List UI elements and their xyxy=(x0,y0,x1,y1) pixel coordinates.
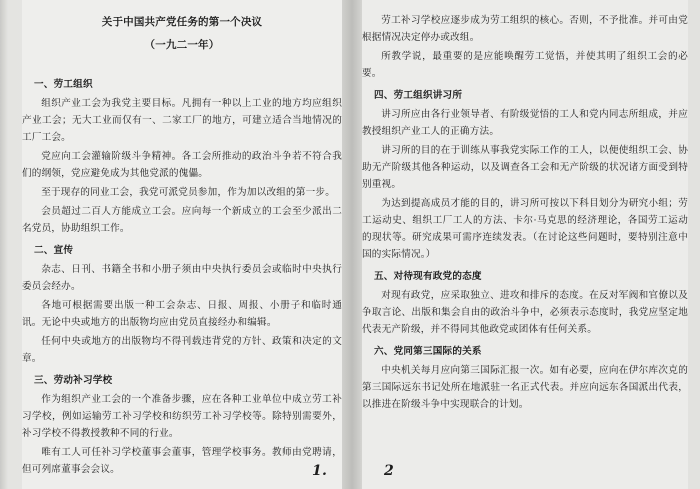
right-page xyxy=(362,0,688,489)
section-heading-labor-organization: 一、劳工组织 xyxy=(34,79,93,90)
paragraph: 至于现存的同业工会，我党可派党员参加，作为加以改组的第一步。 xyxy=(41,187,335,198)
document-title: 关于中国共产党任务的第一个决议 xyxy=(101,16,263,28)
book-gutter xyxy=(342,0,362,489)
paragraph: 讲习所的目的在于训练从事我党实际工作的工人，以便使组织工会、协助无产阶级其他各种运动，以及调查各工会和无产阶级的状况诸方面受到特别重视。 xyxy=(362,145,688,190)
document-date: （一九二一年） xyxy=(144,39,220,51)
paragraph: 为达到提高成员才能的目的，讲习所可按以下科目划分为研究小组；劳工运动史、组织工厂工人的方法、卡尔·马克思的经济理论，各国劳工运动的现状等。研究成果可需序连续发表。（在讨论这些问题时，要特别注意中国的实际情况。） xyxy=(362,198,688,260)
paragraph: 组织产业工会为我党主要目标。凡拥有一种以上工业的地方均应组织产业工会；无大工业而仅有一、二家工厂的地方，可建立适合当地情况的工厂工会。 xyxy=(22,98,342,143)
paragraph: 劳工补习学校应逐步成为劳工组织的核心。否则，不予批准。并可由党根据情况决定停办或改组。 xyxy=(362,15,688,43)
paragraph: 党应向工会灌输阶级斗争精神。各工会所推动的政治斗争若不符合我们的纲领，党应避免成为其他党派的傀儡。 xyxy=(22,151,342,179)
section-heading-other-parties: 五、对待现有政党的态度 xyxy=(374,271,482,282)
section-heading-training-institute: 四、劳工组织讲习所 xyxy=(374,90,463,101)
paragraph: 各地可根据需要出版一种工会杂志、日报、周报、小册子和临时通讯。无论中央或地方的出版物均应由党员直接经办和编辑。 xyxy=(22,300,342,328)
paragraph: 杂志、日刊、书籍全书和小册子须由中央执行委员会或临时中央执行委员会经办。 xyxy=(22,264,342,292)
section-heading-labor-schools: 三、劳动补习学校 xyxy=(34,375,113,386)
paragraph: 对现有政党，应采取独立、进攻和排斥的态度。在反对军阀和官僚以及争取言论、出版和集会自由的政治斗争中，必须表示态度时，我党应坚定地代表无产阶级，并不得同其他政党或团体有任何关系。 xyxy=(362,290,688,335)
paragraph: 中央机关每月应向第三国际汇报一次。如有必要，应向在伊尔库次克的第三国际远东书记处所在地派驻一名正式代表。并应向远东各国派出代表，以推进在阶级斗争中实现联合的计划。 xyxy=(362,365,688,410)
paragraph: 唯有工人可任补习学校董事会董事，管理学校事务。教师由党聘请，但可列席董事会会议。 xyxy=(22,447,342,475)
section-heading-propaganda: 二、宣传 xyxy=(34,245,74,256)
page-number: 2 xyxy=(384,463,394,479)
paragraph: 讲习所应由各行业领导者、有阶级觉悟的工人和党内同志所组成，并应教授组织产业工人的正确方法。 xyxy=(362,109,688,137)
page-number: 1. xyxy=(312,463,328,479)
section-heading-third-international: 六、党同第三国际的关系 xyxy=(374,346,482,357)
paragraph: 会员超过二百人方能成立工会。应向每一个新成立的工会至少派出二名党员，协助组织工作。 xyxy=(22,206,342,234)
paragraph: 所教学说，最重要的是应能唤醒劳工觉悟，并使其明了组织工会的必要。 xyxy=(362,51,688,79)
paragraph: 作为组织产业工会的一个准备步骤，应在各种工业单位中成立劳工补习学校，例如运输劳工补习学校和纺织劳工补习学校等。除特别需要外，补习学校不得教授教种不同的行业。 xyxy=(22,394,342,439)
paragraph: 任何中央或地方的出版物均不得刊载违背党的方针、政策和决定的文章。 xyxy=(22,336,342,364)
left-page xyxy=(22,0,342,489)
